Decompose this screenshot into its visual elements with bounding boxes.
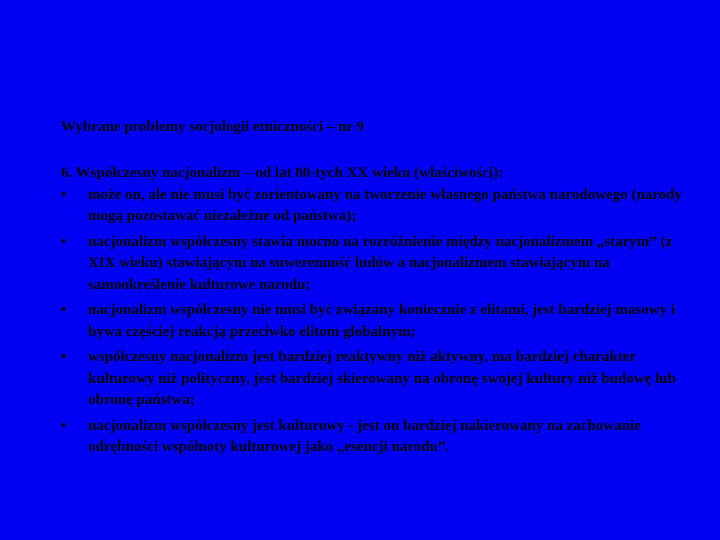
list-item <box>61 416 691 459</box>
bullet-icon: • <box>61 186 67 203</box>
bullet-text: może on, ale nie musi być zorientowany na tworzenie własnego państwa narodowego (narody mogą pozostawać niezależne od państwa); <box>88 186 683 224</box>
slide-title: Wybrane problemy socjologii etniczności – nr 9 <box>61 119 365 135</box>
slide-content <box>61 163 691 463</box>
list-item <box>61 232 691 297</box>
list-item <box>61 347 691 412</box>
list-item <box>61 300 691 343</box>
bullet-text: współczesny nacjonalizm jest bardziej reaktywny niż aktywny, ma bardziej charakter kulturowy niż polityczny, jest bardziej skierowany na obronę swojej kultury niż budowę lub obronę państwa; <box>88 349 676 408</box>
bullet-list <box>61 185 691 459</box>
list-item <box>61 185 691 228</box>
bullet-icon: • <box>61 233 67 250</box>
bullet-text: nacjonalizm współczesny nie musi być związany koniecznie z elitami, jest bardziej masowy i bywa częściej reakcją przeciwko elitom globalnym; <box>88 302 676 340</box>
bullet-icon: • <box>61 302 67 318</box>
section-heading: 6. Współczesny nacjonalizm – od lat 80-tych XX wieku (właściwości): <box>61 165 504 181</box>
bullet-text: nacjonalizm współczesny stawia mocno na rozróżnienie między nacjonalizmem „starym” (z XIX wieku) stawiającym na suwerenność ludów a nacjonalizmem stawiającym na samookreślenie kulturowe narodu; <box>88 233 673 293</box>
bullet-icon: • <box>61 349 67 365</box>
bullet-text: nacjonalizm współczesny jest kulturowy - jest on bardziej nakierowany na zachowanie odrębności wspólnoty kulturowej jako „esencji narodu”. <box>88 417 641 455</box>
bullet-icon: • <box>61 417 67 434</box>
